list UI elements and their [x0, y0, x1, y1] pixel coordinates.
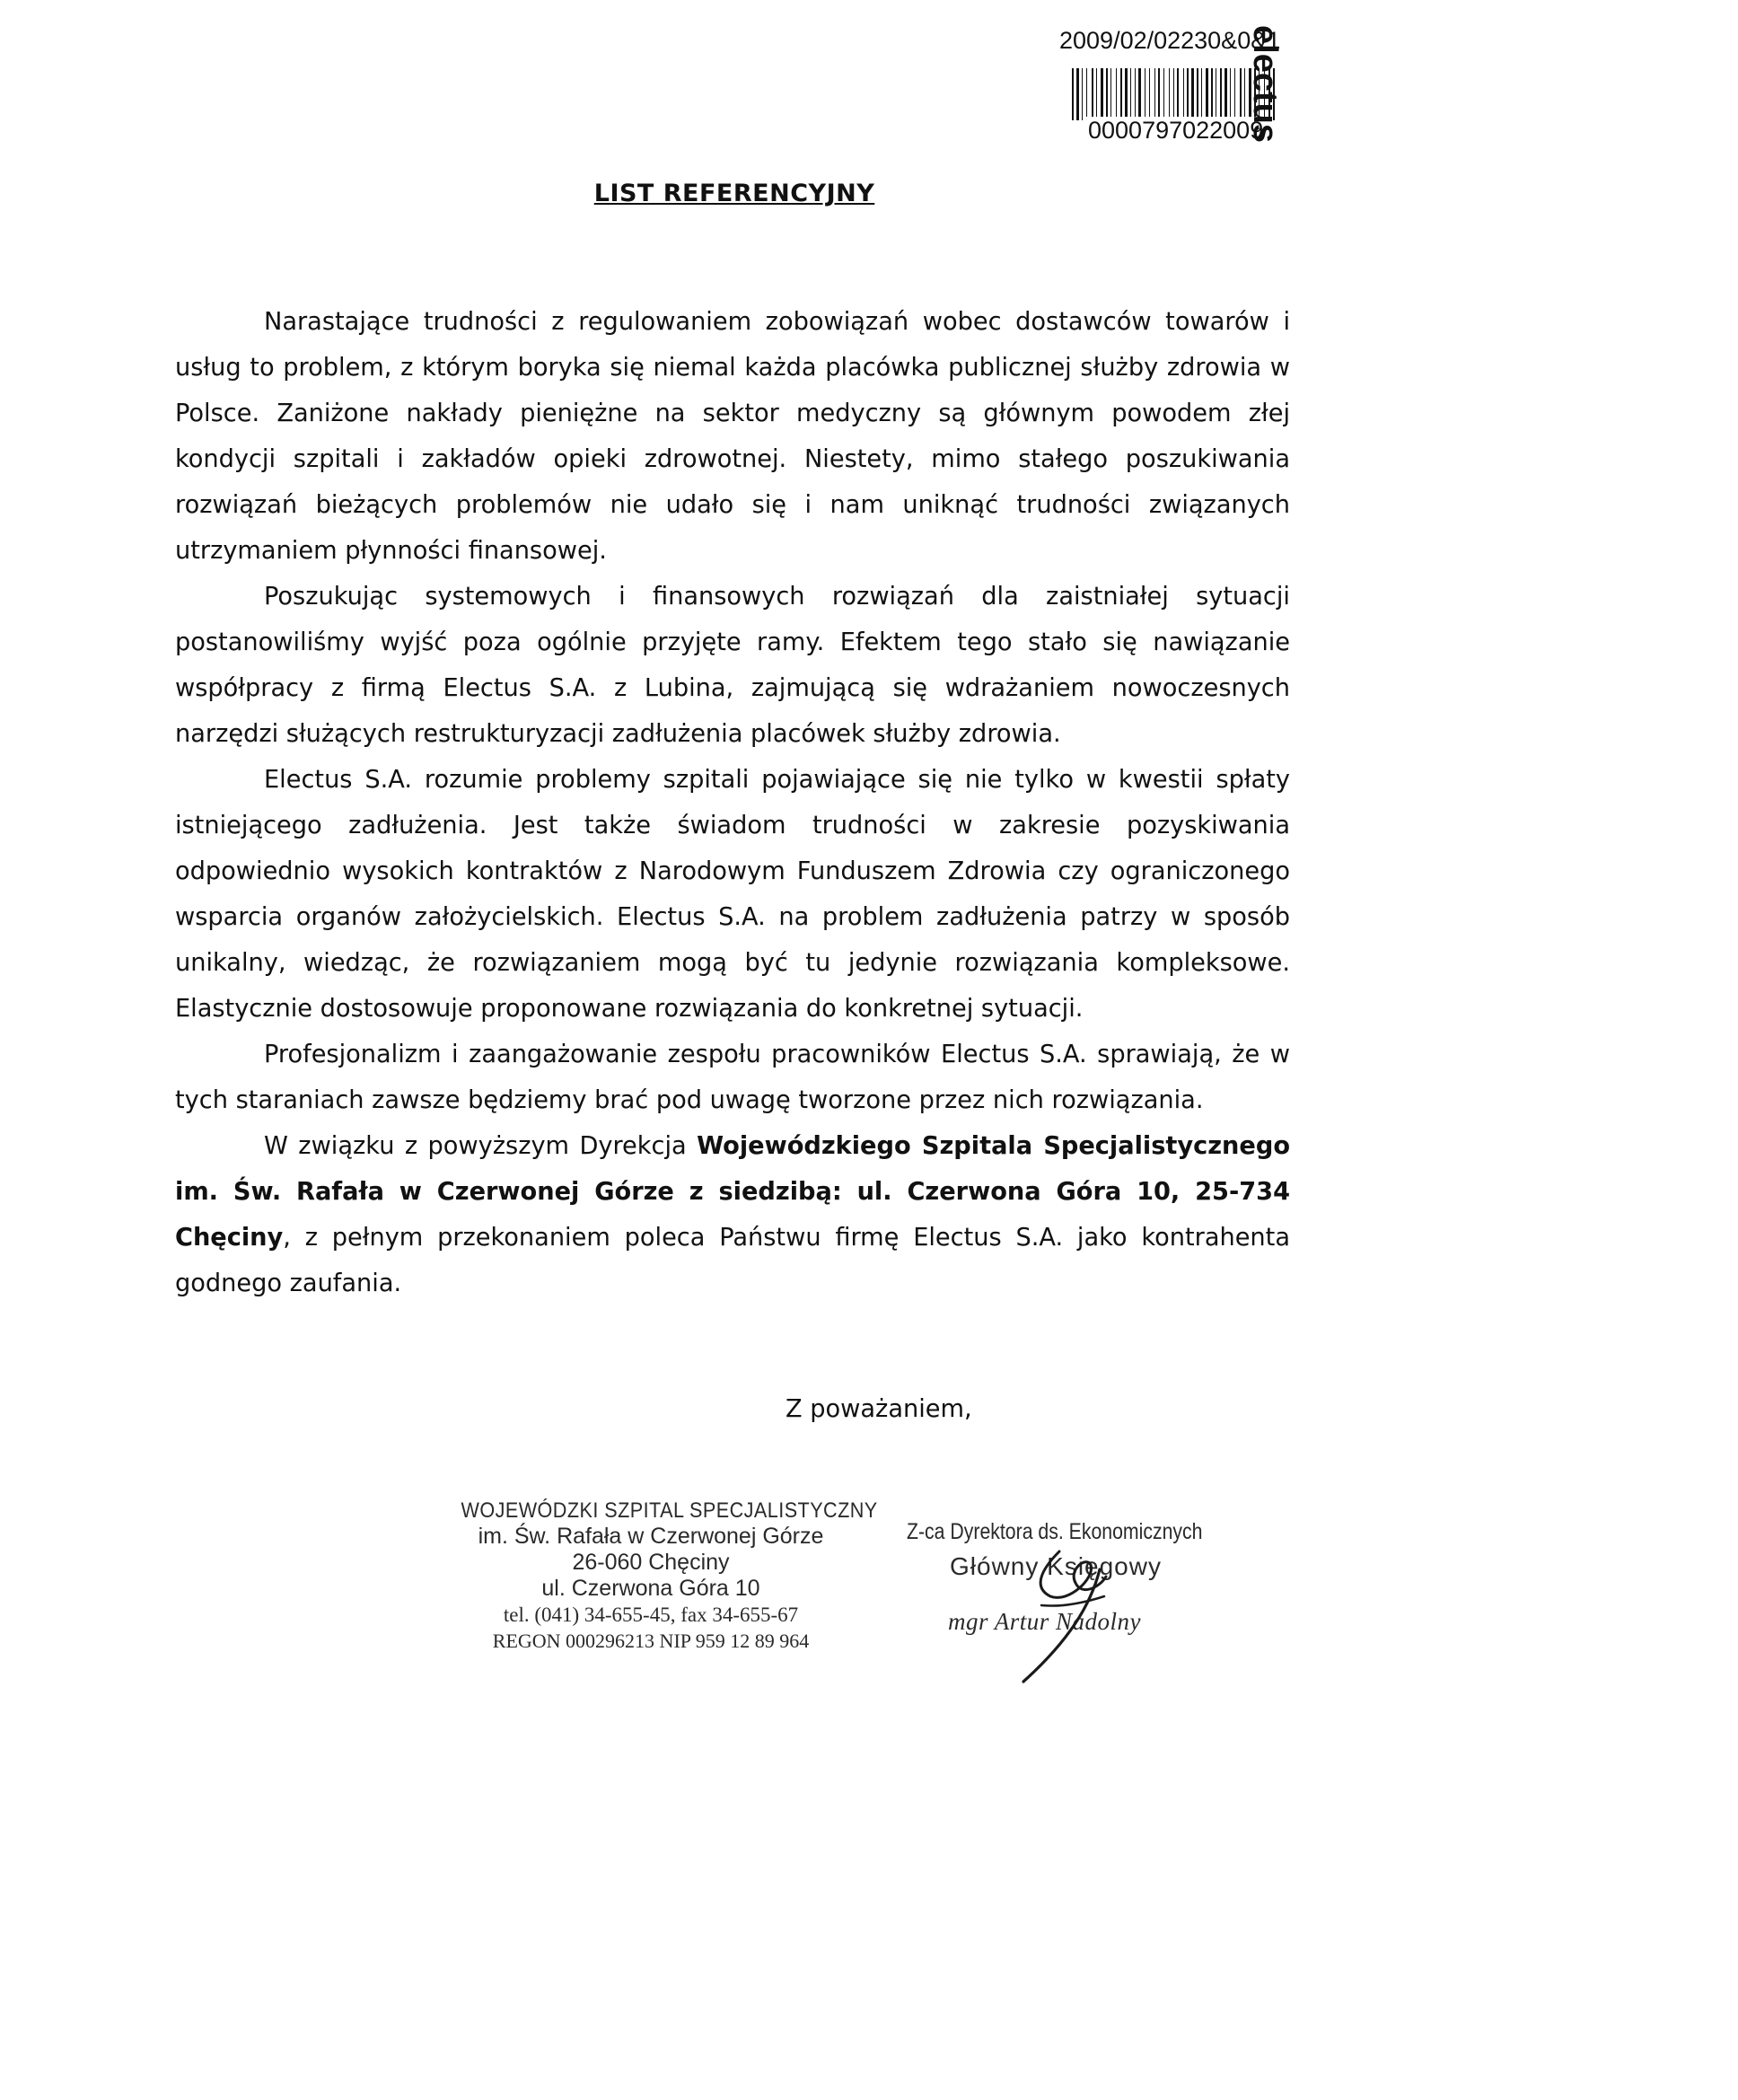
- letter-body: [175, 299, 1290, 1306]
- barcode-bar: [1092, 68, 1093, 120]
- barcode-bar: [1096, 68, 1097, 120]
- hospital-name-bold: Wojewódzkiego Szpitala Specjalistycznego im. Św. Rafała w Czerwonej Górze z siedzibą: ul. Czerwona Góra 10, 25-734 Chęciny: [175, 1132, 1290, 1252]
- hospital-stamp-line-6: REGON 000296213 NIP 959 12 89 964: [492, 1630, 810, 1652]
- paragraph-1: Narastające trudności z regulowaniem zobowiązań wobec dostawców towarów i usług to problem, z którym boryka się niemal każda placówka publicznej służby zdrowia w Polsce. Zaniżone nakłady pieniężne na sektor medyczny są głównym powodem złej kondycji szpitali i zakładów opieki zdrowotnej. Niestety, mimo stałego poszukiwania rozwiązań bieżących problemów nie udało się i nam uniknąć trudności związanych utrzymaniem płynności finansowej.: [175, 308, 1290, 565]
- stamp-brand-text: electus: [1246, 25, 1284, 143]
- barcode-bar: [1072, 68, 1074, 120]
- barcode-bar: [1173, 68, 1174, 120]
- barcode-bar: [1230, 68, 1231, 120]
- registration-code: 2009/02/02230&0&1: [1059, 27, 1281, 54]
- hospital-stamp-line-5: tel. (041) 34-655-45, fax 34-655-67: [503, 1604, 799, 1626]
- barcode-bar: [1076, 68, 1079, 120]
- barcode-bar: [1086, 68, 1087, 120]
- barcode-bar: [1106, 68, 1108, 120]
- barcode-bar: [1234, 68, 1235, 120]
- barcode-bar: [1183, 68, 1184, 120]
- document-title: LIST REFERENCYJNY: [593, 180, 875, 207]
- barcode-bar: [1191, 68, 1194, 120]
- barcode-bar: [1145, 68, 1146, 120]
- signatory-role: Z-ca Dyrektora ds. Ekonomicznych: [907, 1519, 1203, 1544]
- barcode-bar: [1177, 68, 1179, 120]
- paragraph-3: Electus S.A. rozumie problemy szpitali pojawiające się nie tylko w kwestii spłaty istniejącego zadłużenia. Jest także świadom trudności w zakresie pozyskiwania odpowiednio wysokich kontraktów z Narodowym Funduszem Zdrowia czy ograniczonego wsparcia organów założycielskich. Electus S.A. na problem zadłużenia patrzy w sposób unikalny, wiedząc, że rozwiązaniem mogą być tu jedynie rozwiązania kompleksowe. Elastycznie dostosowuje proponowane rozwiązania do konkretnej sytuacji.: [175, 766, 1290, 1023]
- signatory-title: Główny Księgowy: [950, 1552, 1162, 1580]
- barcode-number: 0000797022009: [1084, 117, 1267, 145]
- barcode-bar: [1187, 68, 1189, 120]
- barcode-bar: [1154, 68, 1155, 120]
- barcode-bar: [1110, 68, 1111, 120]
- barcode-bar: [1135, 68, 1136, 120]
- barcode-bar: [1120, 68, 1122, 120]
- barcode-bar: [1201, 68, 1202, 120]
- barcode-bar: [1169, 68, 1170, 120]
- handwritten-signature: [1005, 1533, 1131, 1686]
- hospital-stamp-line-3: 26-060 Chęciny: [572, 1550, 730, 1575]
- paragraph-5-end: , z pełnym przekonaniem poleca Państwu firmę Electus S.A. jako kontrahenta godnego zaufania.: [175, 1224, 1290, 1297]
- paragraph-2: Poszukując systemowych i finansowych rozwiązań dla zaistniałej sytuacji postanowiliśmy wyjść poza ogólnie przyjęte ramy. Efektem tego stało się nawiązanie współpracy z firmą Electus S.A. z Lubina, zajmującą się wdrażaniem nowoczesnych narzędzi służących restrukturyzacji zadłużenia placówek służby zdrowia.: [175, 583, 1290, 748]
- signatory-name: mgr Artur Nadolny: [948, 1608, 1142, 1635]
- stamp-brand-logo: [1246, 25, 1329, 143]
- barcode-bar: [1149, 68, 1150, 120]
- barcode-bar: [1082, 68, 1083, 120]
- paragraph-5: [175, 1123, 1290, 1306]
- paragraph-4: Profesjonalizm i zaangażowanie zespołu pracowników Electus S.A. sprawiają, że w tych staraniach zawsze będziemy brać pod uwagę tworzone przez nich rozwiązania.: [175, 1041, 1290, 1114]
- hospital-stamp-line-4: ul. Czerwona Góra 10: [541, 1576, 760, 1601]
- barcode-bar: [1101, 68, 1103, 120]
- hospital-stamp: [440, 1498, 878, 1654]
- hospital-stamp-line-1: WOJEWÓDZKI SZPITAL SPECJALISTYCZNY: [461, 1498, 878, 1523]
- closing-greeting: Z poważaniem,: [786, 1395, 972, 1423]
- paragraph-5-start: W związku z powyższym Dyrekcja: [264, 1132, 698, 1160]
- barcode-bar: [1138, 68, 1141, 120]
- hospital-stamp-line-2: im. Św. Rafała w Czerwonej Górze: [478, 1524, 824, 1549]
- barcode-bar: [1158, 68, 1160, 120]
- barcode-bar: [1240, 68, 1242, 120]
- barcode-bar: [1211, 68, 1213, 120]
- barcode-bar: [1220, 68, 1222, 120]
- barcode-bar: [1130, 68, 1131, 120]
- barcode-bar: [1224, 68, 1227, 120]
- barcode-bar: [1163, 68, 1164, 120]
- barcode-bar: [1197, 68, 1198, 120]
- barcode-bar: [1116, 68, 1117, 120]
- barcode-bar: [1206, 68, 1208, 120]
- barcode-bar: [1125, 68, 1128, 120]
